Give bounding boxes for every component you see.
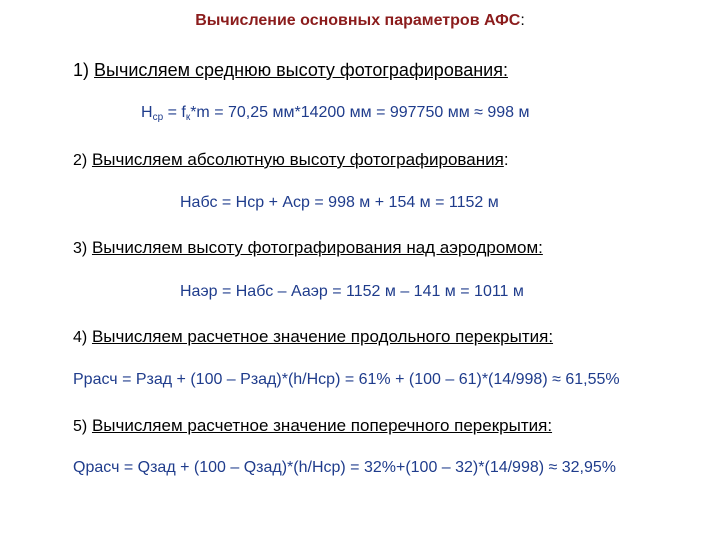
formula-1 (141, 104, 530, 123)
step-2-text: Вычисляем абсолютную высоту фотографирования (91, 150, 504, 169)
step-3-number: 3) (73, 240, 88, 257)
step-1-number: 1) (73, 60, 90, 80)
step-4 (73, 327, 553, 347)
formula-3: Наэр = Набс – Ааэр = 1152 м – 141 м = 1011 м (180, 283, 524, 300)
step-5-text: Вычисляем расчетное значение поперечного перекрытия: (91, 416, 553, 435)
formula-1-h: H (141, 104, 153, 121)
formula-1-rest: *m = 70,25 мм*14200 мм = 997750 мм ≈ 998 м (190, 104, 530, 121)
step-3-text: Вычисляем высоту фотографирования над аэродромом: (91, 238, 543, 257)
step-4-number: 4) (73, 329, 88, 346)
step-1 (73, 60, 508, 81)
title-text: Вычисление основных параметров АФС (195, 12, 521, 29)
title-colon: : (520, 12, 525, 29)
step-5-number: 5) (73, 418, 88, 435)
formula-2: Набс = Нср + Аср = 998 м + 154 м = 1152 м (180, 194, 499, 211)
formula-5: Qрасч = Qзад + (100 – Qзад)*(h/Hср) = 32%+(100 – 32)*(14/998) ≈ 32,95% (73, 459, 617, 476)
formula-1-f-sub: к (185, 112, 191, 123)
step-5 (73, 416, 552, 436)
step-2-number: 2) (73, 152, 88, 169)
page-title (0, 12, 720, 30)
formula-4: Ррасч = Рзад + (100 – Рзад)*(h/Нср) = 61% + (100 – 61)*(14/998) ≈ 61,55% (73, 371, 620, 388)
step-4-text: Вычисляем расчетное значение продольного перекрытия: (91, 327, 554, 346)
step-1-text: Вычисляем среднюю высоту фотографирования: (94, 60, 508, 80)
formula-1-h-sub: ср (152, 112, 164, 123)
step-2 (73, 150, 509, 170)
step-3 (73, 238, 543, 258)
step-2-suffix: : (503, 150, 509, 169)
formula-1-mid: = f (163, 104, 186, 121)
